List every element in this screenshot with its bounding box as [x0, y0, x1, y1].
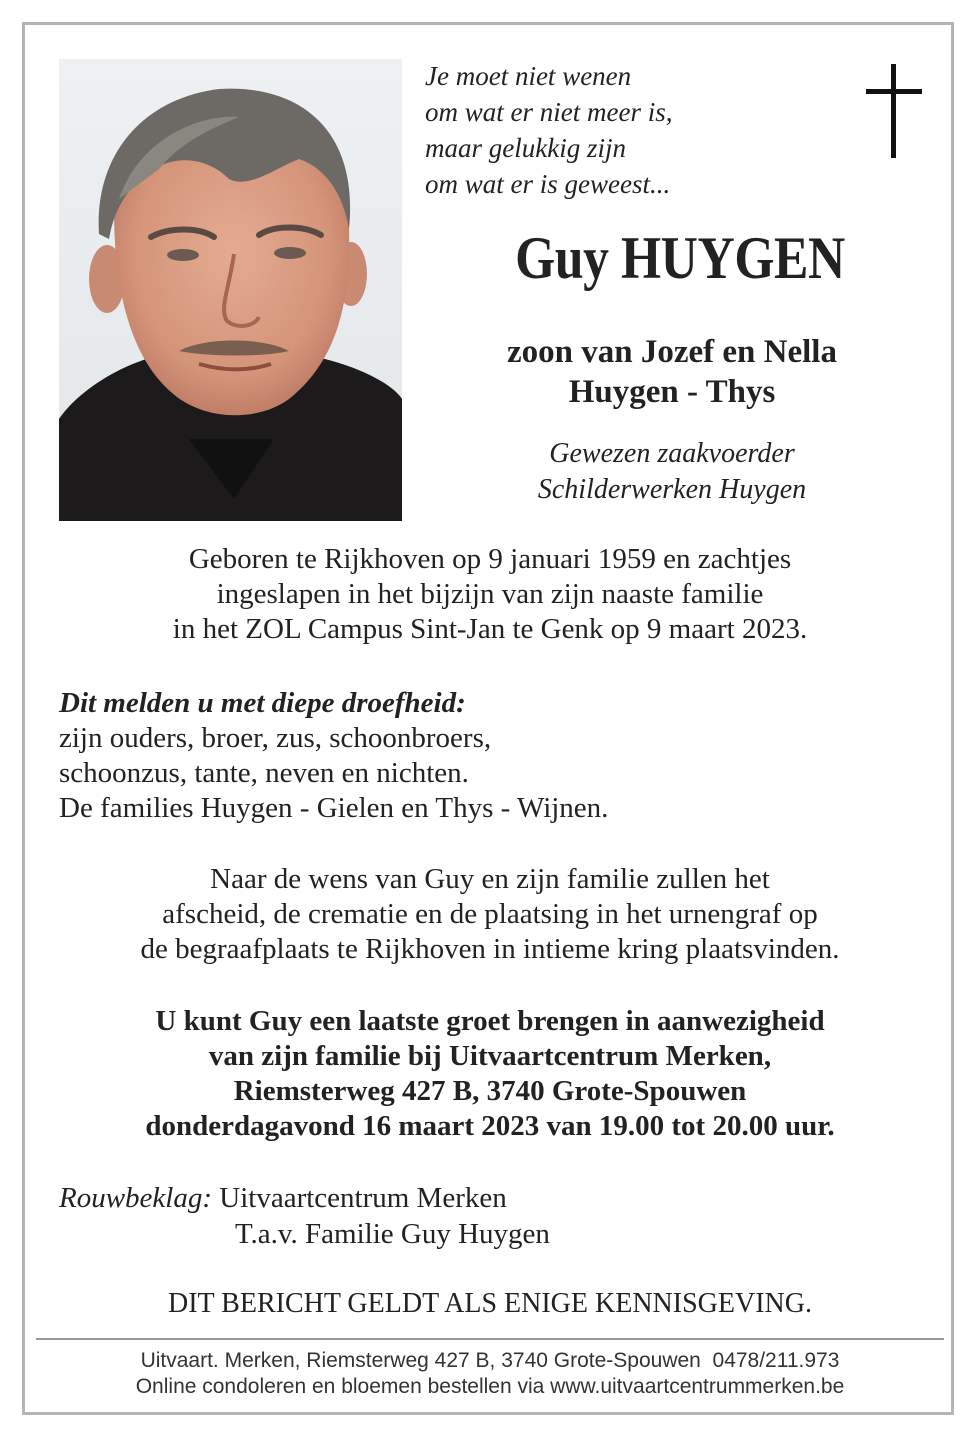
- visitation-line: U kunt Guy een laatste groet brengen in aanwezigheid: [155, 1005, 825, 1037]
- portrait-illustration: [59, 59, 402, 521]
- poem: [425, 58, 845, 202]
- mourners-line: schoonzus, tante, neven en nichten.: [59, 757, 469, 789]
- mourners: [59, 686, 939, 826]
- birth-line: ingeslapen in het bijzijn van zijn naaste familie: [216, 578, 764, 610]
- wish-line: de begraafplaats te Rijkhoven in intieme kring plaatsvinden.: [140, 933, 840, 965]
- visitation-line: Riemsterweg 427 B, 3740 Grote-Spouwen: [233, 1075, 747, 1107]
- wish-line: Naar de wens van Guy en zijn familie zullen het: [210, 863, 770, 895]
- parents-line: zoon van Jozef en Nella: [507, 334, 837, 370]
- condolence-label: Rouwbeklag:: [59, 1182, 213, 1214]
- mourners-line: De families Huygen - Gielen en Thys - Wijnen.: [59, 792, 609, 824]
- poem-line: om wat er niet meer is,: [425, 97, 673, 127]
- condolence-line: Uitvaartcentrum Merken: [219, 1182, 507, 1214]
- footer-line: Online condoleren en bloemen bestellen via www.uitvaartcentrummerken.be: [135, 1375, 845, 1398]
- birth-line: in het ZOL Campus Sint-Jan te Genk op 9 maart 2023.: [172, 613, 808, 645]
- mourners-line: zijn ouders, broer, zus, schoonbroers,: [59, 722, 492, 754]
- visitation-line: donderdagavond 16 maart 2023 van 19.00 tot 20.00 uur.: [145, 1110, 835, 1142]
- birth-line: Geboren te Rijkhoven op 9 januari 1959 en zachtjes: [188, 543, 792, 575]
- farewell-wish: [30, 862, 950, 967]
- poem-line: Je moet niet wenen: [425, 61, 632, 91]
- parents: [440, 332, 904, 412]
- poem-line: maar gelukkig zijn: [425, 133, 626, 163]
- poem-line: om wat er is geweest...: [425, 169, 671, 199]
- portrait-photo: [59, 59, 402, 521]
- condolence-address: [59, 1180, 939, 1252]
- occupation-line: Gewezen zaakvoerder: [549, 438, 795, 469]
- footer: [30, 1348, 950, 1400]
- footer-line: Uitvaart. Merken, Riemsterweg 427 B, 3740 Grote-Spouwen 0478/211.973: [140, 1349, 840, 1372]
- condolence-line: T.a.v. Familie Guy Huygen: [235, 1218, 550, 1250]
- mourners-heading: Dit melden u met diepe droefheid:: [59, 687, 466, 719]
- cross-icon: [866, 64, 922, 158]
- occupation-line: Schilderwerken Huygen: [537, 474, 807, 505]
- parents-line: Huygen - Thys: [568, 374, 776, 410]
- notice-statement: DIT BERICHT GELDT ALS ENIGE KENNISGEVING.: [168, 1288, 812, 1319]
- birth-death-info: [40, 542, 940, 647]
- occupation: [440, 436, 904, 508]
- footer-divider: [36, 1338, 944, 1340]
- deceased-name: Guy HUYGEN: [515, 225, 845, 291]
- visitation-info: [30, 1004, 950, 1144]
- visitation-line: van zijn familie bij Uitvaartcentrum Merken,: [208, 1040, 772, 1072]
- wish-line: afscheid, de crematie en de plaatsing in het urnengraf op: [162, 898, 818, 930]
